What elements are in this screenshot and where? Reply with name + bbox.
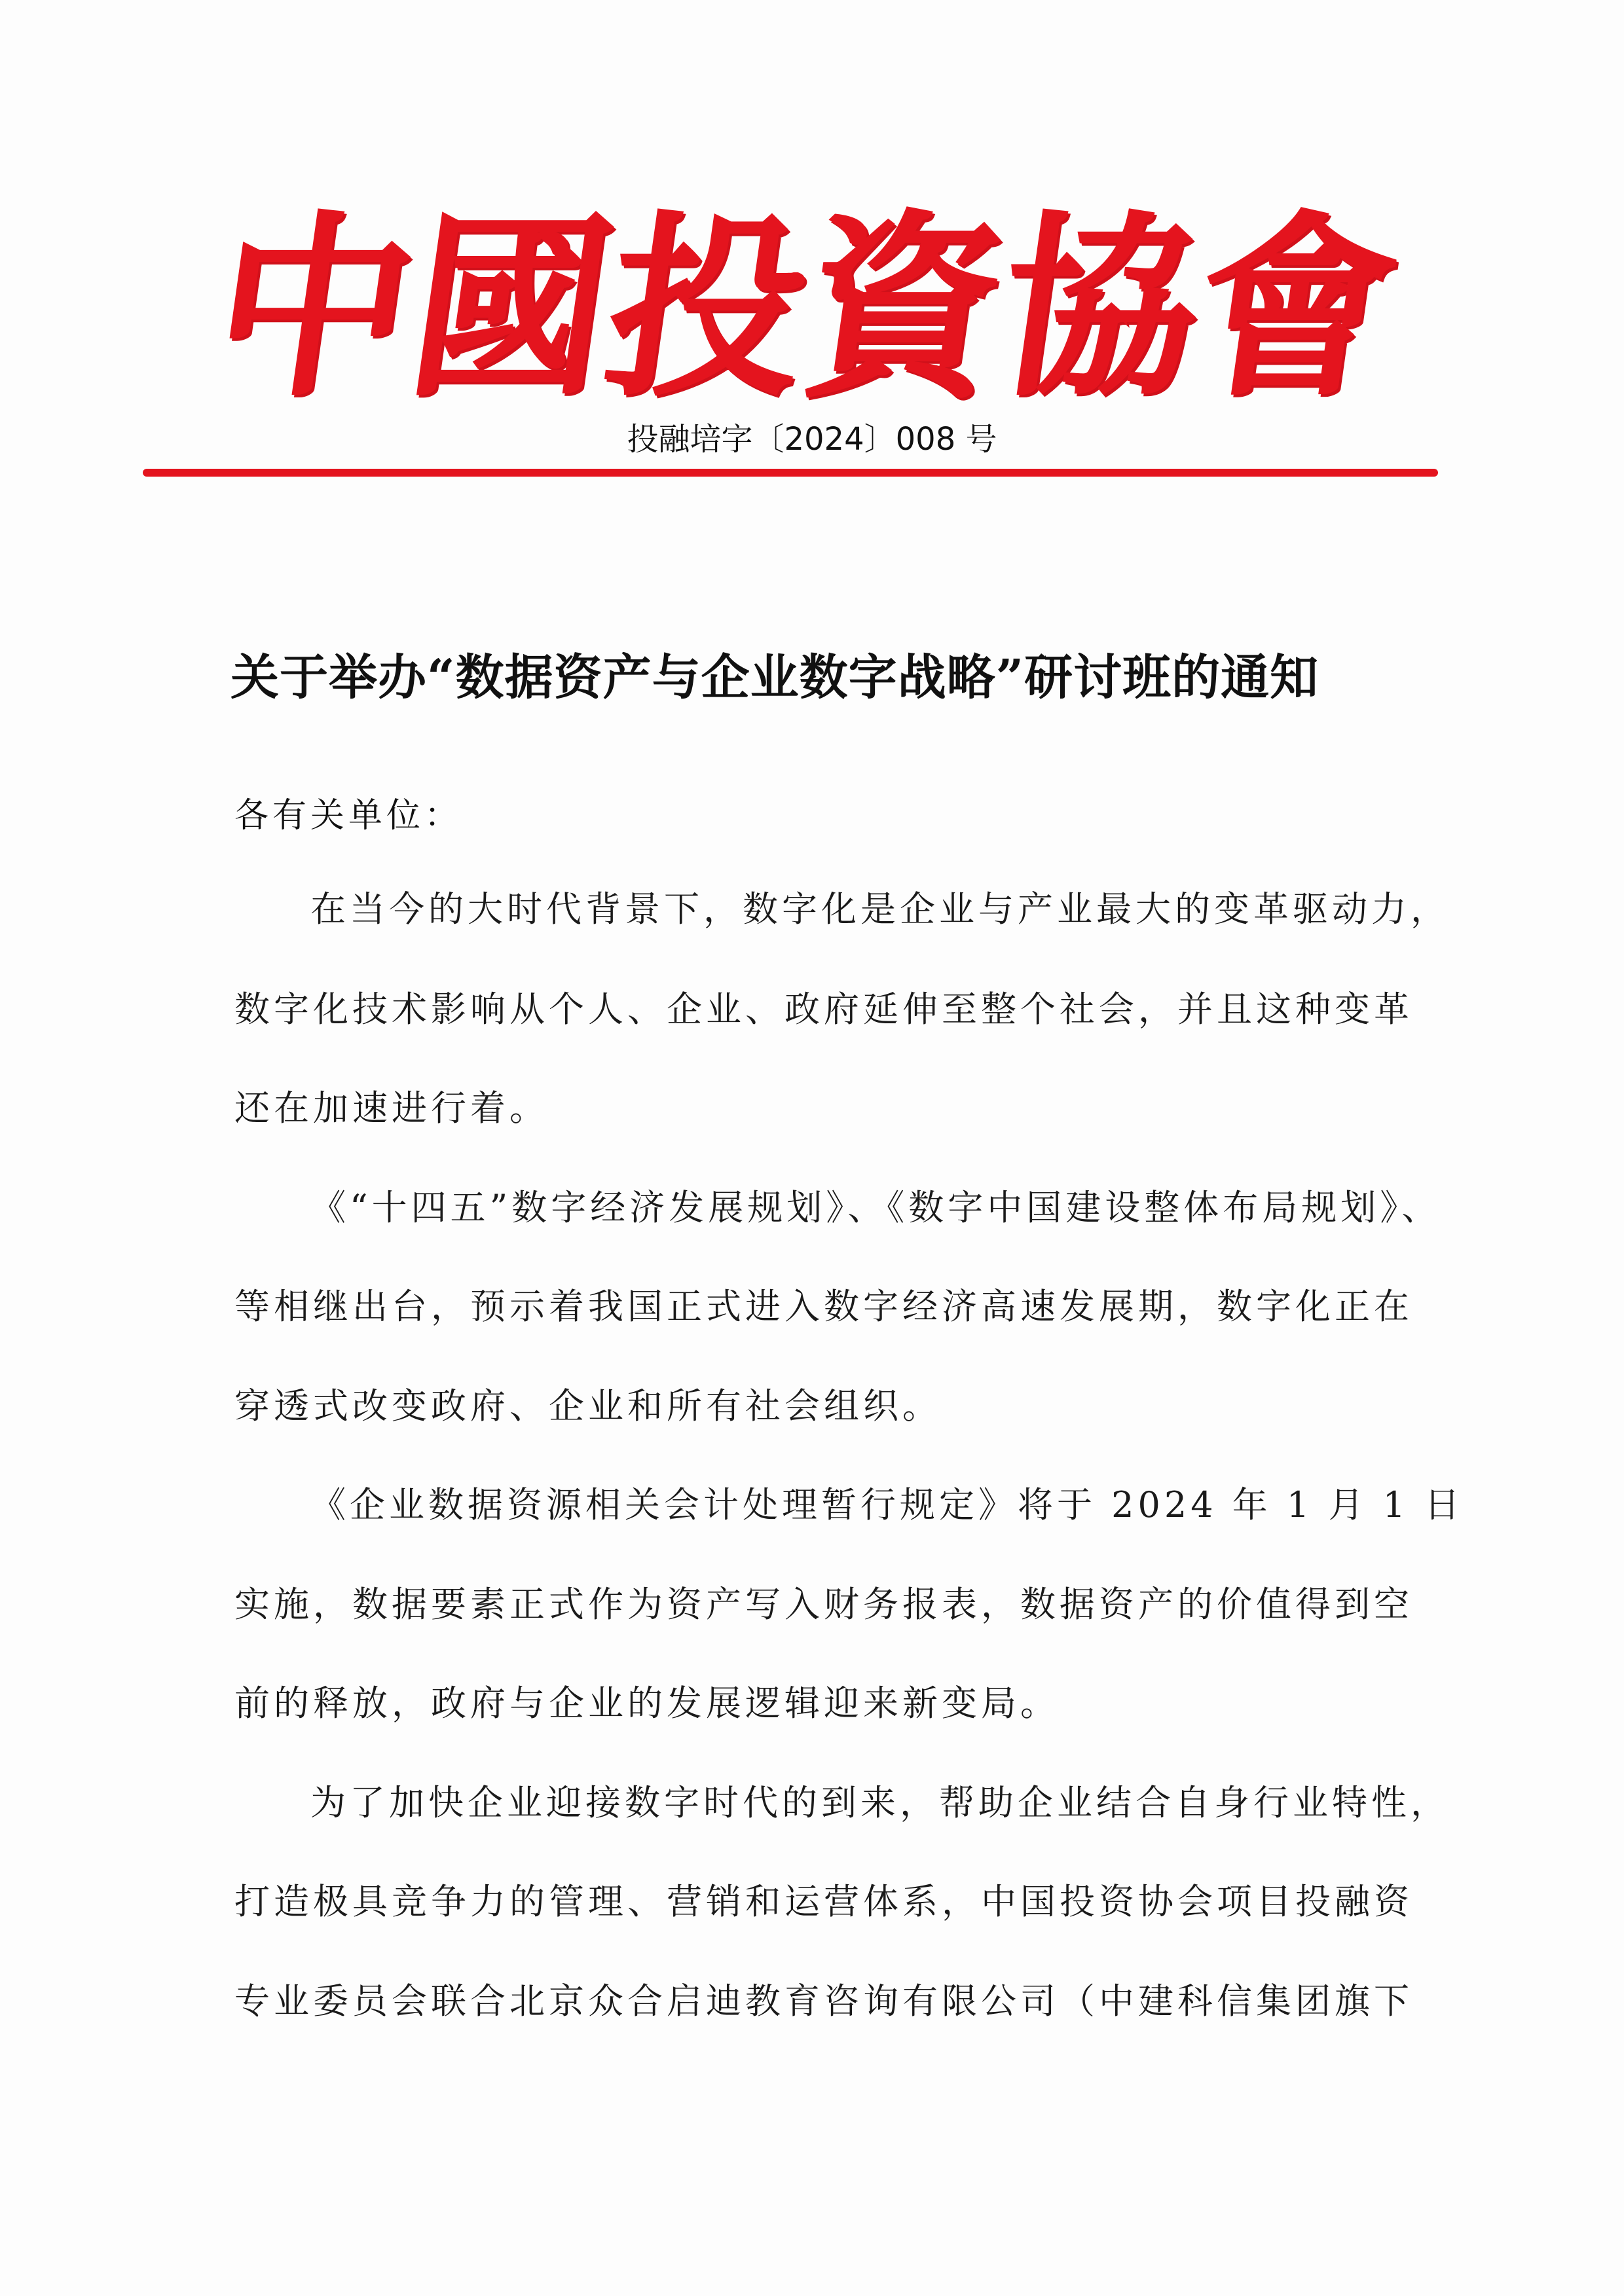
letterhead-char: 投 bbox=[593, 192, 822, 423]
body-line: 还在加速进行着。 bbox=[234, 1087, 549, 1129]
letterhead-char: 國 bbox=[396, 192, 625, 423]
letterhead-char: 資 bbox=[789, 192, 1018, 423]
body-line: 专业委员会联合北京众合启迪教育咨询有限公司（中建科信集团旗下 bbox=[234, 1980, 1413, 2022]
body-line: 前的释放，政府与企业的发展逻辑迎来新变局。 bbox=[234, 1683, 1060, 1724]
letterhead-char: 協 bbox=[986, 192, 1215, 423]
body-line: 实施，数据要素正式作为资产写入财务报表，数据资产的价值得到空 bbox=[234, 1584, 1413, 1625]
letterhead-logo bbox=[200, 190, 1411, 426]
body-line: 打造极具竞争力的管理、营销和运营体系，中国投资协会项目投融资 bbox=[234, 1881, 1413, 1922]
body-line: 在当今的大时代背景下，数字化是企业与产业最大的变革驱动力， bbox=[310, 888, 1450, 930]
letterhead-divider bbox=[143, 469, 1438, 477]
letterhead-char: 中 bbox=[200, 192, 429, 423]
body-line: 《“十四五”数字经济发展规划》、《数字中国建设整体布局规划》、 bbox=[310, 1187, 1441, 1228]
salutation: 各有关单位： bbox=[234, 796, 463, 835]
body-line: 为了加快企业迎接数字时代的到来，帮助企业结合自身行业特性， bbox=[310, 1782, 1450, 1823]
body-line: 等相继出台，预示着我国正式进入数字经济高速发展期，数字化正在 bbox=[234, 1286, 1413, 1327]
document-title: 关于举办“数据资产与企业数字战略”研讨班的通知 bbox=[231, 649, 1320, 706]
body-line: 穿透式改变政府、企业和所有社会组织。 bbox=[234, 1385, 942, 1427]
body-line: 数字化技术影响从个人、企业、政府延伸至整个社会，并且这种变革 bbox=[234, 989, 1413, 1030]
document-number: 投融培字〔2024〕008 号 bbox=[627, 421, 997, 458]
letterhead-char: 會 bbox=[1182, 192, 1411, 423]
body-line: 《企业数据资源相关会计处理暂行规定》将于 2024 年 1 月 1 日 bbox=[310, 1484, 1464, 1525]
